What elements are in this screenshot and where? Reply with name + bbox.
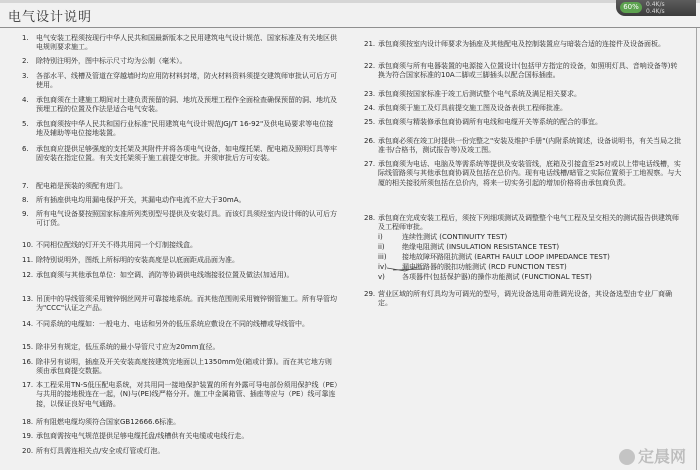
note-text: 承包商须为电话、电脑及等需系统等提供及安装管线，底箱及引接盒至25对或以上带电话线槽，实际线管路须与其他承包商协调及包括在总价内。现有电话线槽/暗管之实际位置须于工地视察。与大厦的相关接驳所须包括在总价内，将来一切实务引起的增加价格将由承包商负责。 [378, 160, 682, 187]
note-text: 吊顶中的导线管须采用镀锌钢丝网并可靠接地系统。而其他范围则采用镀锌钢管施工。所有导管均为"CCC"认证之产品。 [36, 295, 337, 313]
note-item [364, 214, 682, 233]
note-text: 所有灯具需连相关点/安全或灯管或灯泡。 [36, 447, 165, 455]
note-item [364, 290, 682, 309]
note-text: 所有阻燃电缆均须符合国家GB12666.6标准。 [36, 418, 181, 426]
note-number: 5. [22, 120, 29, 128]
note-item [22, 343, 338, 352]
note-item [22, 241, 338, 250]
note-text: 承包商须与精装修承包商协调所有电线和电缆开关等系统的配合的事宜。 [378, 118, 602, 126]
test-text: 绝缘电阻测试 (INSULATION RESISTANCE TEST) [402, 243, 560, 251]
test-roman: i) [378, 233, 383, 241]
test-text: 接地故障环路阻抗测试 (EARTH FAULT LOOP IMPEDANCE TEST) [402, 253, 610, 261]
note-item [22, 320, 338, 329]
note-number: 13. [22, 295, 34, 303]
note-text: 所有插座供电均用漏电保护开关，其漏电动作电流不应大于30mA。 [36, 196, 246, 204]
note-number: 4. [22, 96, 29, 104]
note-number: 11. [22, 256, 34, 264]
note-number: 28. [364, 214, 376, 222]
note-item [22, 196, 338, 205]
note-number: 23. [364, 90, 376, 98]
note-number: 6. [22, 145, 29, 153]
note-number: 3. [22, 72, 29, 80]
note-text: 承包商须按室内设计师要求为插座及其他配电及控制装置应与暗装合适的连接件及设备面板。 [378, 40, 665, 48]
note-item [364, 62, 682, 81]
note-item [22, 256, 338, 265]
test-text: 连续性测试 (CONTINUITY TEST) [402, 233, 508, 241]
note-number: 12. [22, 271, 34, 279]
note-text: 承包商应提供足够强度的支托架及其附件并将各项电气设备，如电缆托架、配电箱及照明灯具等牢固安装在指定位置。有关支托架须于施工前提交审批。并须审批后方可安装。 [36, 145, 337, 163]
note-item [22, 34, 338, 53]
note-number: 24. [364, 104, 376, 112]
test-item [378, 273, 592, 283]
note-item [22, 96, 338, 115]
note-number: 19. [22, 432, 34, 440]
note-text: 除特别说明外，图纸上所标明的安装高度是以底面距成品面为准。 [36, 256, 239, 264]
note-text: 除非另有说明，插座及开关安装高度按建筑完地面以上1350mm处(箱或计算)。而在其它地方则须由承包商提交数据。 [36, 358, 332, 376]
note-text: 除非另有规定，低压系统的最小导管尺寸应为20mm直径。 [36, 343, 220, 351]
note-item [22, 182, 338, 191]
note-number: 27. [364, 160, 376, 168]
note-number: 15. [22, 343, 34, 351]
note-item [22, 120, 338, 139]
note-number: 8. [22, 196, 29, 204]
note-number: 17. [22, 381, 34, 389]
note-item [22, 381, 338, 409]
test-text: 各项器件(包括保护器)的操作功能测试 (FUNCTIONAL TEST) [402, 273, 592, 281]
note-number: 2. [22, 57, 29, 65]
note-number: 25. [364, 118, 376, 126]
test-roman: iii) [378, 253, 387, 261]
note-text: 所有电气设备要按照国家标准所列类别型号提供及安装灯具。而该灯具须经室内设计师的认可后方可订货。 [36, 210, 337, 228]
note-item [22, 145, 338, 164]
test-text: 漏电断路器的脱扣功能测试 (RCD FUNCTION TEST) [402, 263, 567, 271]
note-item [22, 418, 338, 427]
note-text: 承包商须与其他承包单位：如空调、消防等协调供电线端接驳位置及做法(加适用)。 [36, 271, 294, 279]
note-text: 承包商需按电气规范提供足够电缆托盘/线槽供有关电缆或电线行走。 [36, 432, 249, 440]
note-item [364, 40, 682, 49]
top-strip [0, 0, 700, 3]
note-item [22, 432, 338, 441]
note-item [22, 57, 338, 66]
note-item [364, 137, 682, 156]
note-text: 承包商须按国家标准于竣工后测试整个电气系统及满足相关要求。 [378, 90, 581, 98]
note-text: 承包商必须在竣工时提供一份完整之"安装及维护手册"(内附系统简述，设备说明书，有关当局之批准书/合格书，测试报告等)及竣工图。 [378, 137, 682, 155]
note-text: 除特别注明外，图中标示尺寸均为公制（毫米）。 [36, 57, 187, 65]
note-item [364, 160, 682, 188]
note-text: 不同相位配线的灯开关不得共用同一个灯制接线盒。 [36, 241, 197, 249]
note-item [22, 271, 338, 280]
rate-readout [646, 1, 665, 15]
note-item [364, 90, 682, 99]
note-number: 20. [22, 447, 34, 455]
note-number: 26. [364, 137, 376, 145]
note-text: 营业区域的所有灯具均为可调光的型号，调光设备选用奇胜调光设备，其设备选型由专业厂商确定。 [378, 290, 672, 308]
note-item [22, 295, 338, 314]
site-watermark [619, 444, 686, 467]
revision-strike-mark [385, 265, 495, 273]
note-text: 承包商须在土建施工期间对土建负责预留的洞、地坑及预埋工程作全面检查确保预留的洞、地坑及预埋工程的位置及作法是适合电气安装。 [36, 96, 337, 114]
note-number: 9. [22, 210, 29, 218]
note-text: 配电箱是预装的须配有进门。 [36, 182, 127, 190]
note-item [364, 118, 682, 127]
note-number: 22. [364, 62, 376, 70]
page-title: 电气设计说明 [8, 10, 93, 25]
note-text: 本工程采用TN-S低压配电系统，对共用同一接地保护装置的所有外露可导电部份须用保护线（PE）与共用的接地极连在一起，(N)与(PE)线严格分开。施工中金属箱管、插座等应与（PE）线可靠连接，以保证良好电气通路。 [36, 381, 338, 408]
note-text: 各部水平、线槽及管道在穿越墙时均应用防材料封堵，防火材料资料须提交建筑师审批认可后方可使用。 [36, 72, 337, 90]
note-text: 承包商须与所有电器装置的电源接入位置设计(包括甲方指定的设备，如照明灯具、音响设备等)转换为符合国家标准的10A二脚或三脚插头以配合国标插座。 [378, 62, 678, 80]
note-text: 承包商在完成安装工程后，须按下列细项测试及调整整个电气工程及呈交相关的测试报告供建筑师及工程师审批。 [378, 214, 679, 232]
network-meter-widget[interactable] [616, 0, 696, 16]
note-text: 电气安装工程须按现行中华人民共和国最新版本之民用建筑电气设计规范、国家标准及有关地区供电规则要求施工。 [36, 34, 337, 52]
note-item [22, 447, 338, 456]
test-item [378, 243, 559, 253]
watermark-text: 定晨网 [637, 447, 686, 466]
note-number: 21. [364, 40, 376, 48]
note-number: 18. [22, 418, 34, 426]
note-text: 不同系统的电缆如：一般电力、电话和另外的低压系统应敷设在不同的线槽或导线管中。 [36, 320, 309, 328]
note-item [22, 358, 338, 377]
test-roman: v) [378, 273, 385, 281]
percent-badge: 60% [620, 2, 642, 13]
note-number: 7. [22, 182, 29, 190]
upload-rate: 0.4K/s [646, 1, 665, 8]
right-border [696, 28, 697, 470]
test-item [378, 253, 610, 263]
test-item [378, 233, 507, 243]
note-number: 14. [22, 320, 34, 328]
note-number: 1. [22, 34, 29, 42]
note-text: 承包商须于施工及灯具前提交施工图及设备表供工程师批准。 [378, 104, 567, 112]
note-number: 10. [22, 241, 34, 249]
test-roman: iv) [378, 263, 387, 271]
note-item [22, 72, 338, 91]
note-item [364, 104, 682, 113]
note-number: 16. [22, 358, 34, 366]
note-item [22, 210, 338, 229]
title-rule [0, 27, 700, 28]
note-text: 承包商须按中华人民共和国行业标准"民用建筑电气设计规范JGJ/T 16-92"及供电局要求等电位接地及辅助等电位接地装置。 [36, 120, 334, 138]
download-rate: 0.4K/s [646, 8, 665, 15]
test-roman: ii) [378, 243, 385, 251]
note-number: 29. [364, 290, 376, 298]
watermark-logo-icon [619, 449, 635, 465]
